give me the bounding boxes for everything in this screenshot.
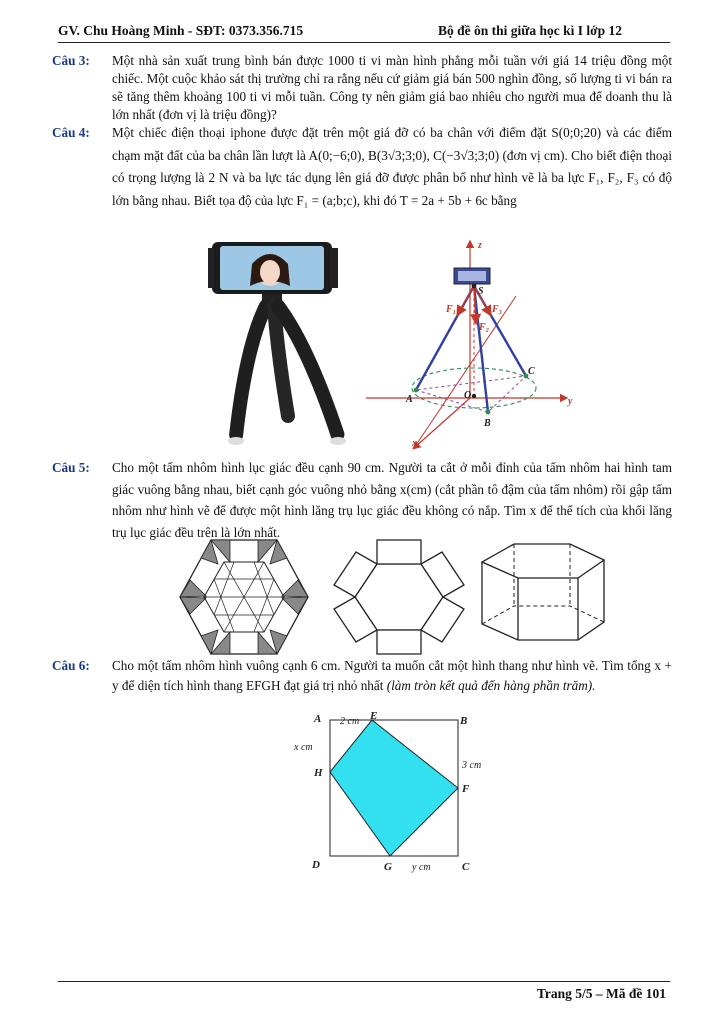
label-g: G	[384, 861, 392, 873]
question-label: Câu 3:	[52, 53, 90, 68]
point-s-label: S	[478, 286, 484, 297]
label-a: A	[314, 713, 322, 725]
phone-tripod-photo	[208, 236, 358, 450]
label-d: D	[312, 859, 320, 871]
question-4	[52, 122, 672, 212]
dim-bottom: y cm	[412, 862, 431, 873]
axis-y-label: y	[568, 396, 573, 407]
question-5	[52, 457, 672, 543]
hexagon-net	[330, 536, 468, 658]
question-note: (làm tròn kết quả đến hàng phần trăm).	[386, 678, 596, 693]
question-6	[52, 656, 672, 696]
point-a-label: A	[406, 394, 413, 405]
label-c: C	[462, 861, 470, 873]
force-f3-label: F₃	[492, 304, 503, 315]
header-author: GV. Chu Hoàng Minh - SĐT: 0373.356.715	[58, 23, 304, 38]
force-f2-label: F₂	[479, 322, 490, 333]
point-o-label: O	[464, 390, 472, 401]
label-f: F	[462, 783, 470, 795]
question-text: Một nhà sản xuất trung bình bán được 1000 ti vi màn hình phẳng mỗi tuần với giá 14 triệu đồng một chiếc. Một cuộc khảo sát thị trường chỉ ra rằng nếu cứ giảm giá bán 500 nghìn đồng, số lượng ti vi bán ra sẽ tăng thêm khoảng 100 ti vi mỗi tuần. Công ty nên giảm giá bao nhiêu cho người mua để doanh thu là lớn nhất (đơn vị là triệu đồng)?	[112, 53, 672, 122]
hexagonal-prism	[478, 540, 610, 658]
question-text	[112, 656, 672, 696]
force-f1-label: F₁	[446, 304, 457, 315]
dim-left: x cm	[294, 742, 313, 753]
hexagon-cut-pattern	[178, 538, 310, 656]
axis-x-label: x	[412, 438, 417, 449]
question-label: Câu 4:	[52, 125, 90, 140]
question-text-main: Cho một tấm nhôm hình vuông cạnh 6 cm. Người ta muốn cắt một hình thang như hình vẽ. Tìm tổng x + y để diện tích hình thang EFGH đạt giá trị nhỏ nhất	[112, 658, 672, 693]
point-b-label: B	[484, 418, 491, 429]
force-diagram	[366, 236, 588, 454]
header-title: Bộ đề ôn thi giữa học kì I lớp 12	[438, 23, 622, 38]
dim-top: 2 cm	[340, 716, 360, 727]
question-label: Câu 6:	[52, 658, 90, 673]
dim-right: 3 cm	[462, 760, 482, 771]
question-label: Câu 5:	[52, 460, 90, 475]
axis-z-label: z	[478, 240, 482, 251]
question-text: Cho một tấm nhôm hình lục giác đều cạnh 90 cm. Người ta cắt ở mỗi đỉnh của tấm nhôm hai hình tam giác vuông bằng nhau, biết cạnh góc vuông nhỏ bằng x(cm) (cắt phần tô đậm của tấm nhôm) rồi gập tấm nhôm như hình vẽ để được một hình lăng trụ lục giác đều không có nắp. Tìm x để thể tích của khối lăng trụ lục giác đều trên là lớn nhất.	[112, 460, 672, 540]
question-3	[52, 52, 672, 124]
footer-rule	[58, 981, 670, 982]
point-c-label: C	[528, 366, 535, 377]
square-trapezoid-figure	[290, 708, 500, 876]
label-b: B	[460, 715, 468, 727]
question-text: Một chiếc điện thoại iphone được đặt trên một giá đỡ có ba chân với điểm đặt S(0;0;20) và các điểm chạm mặt đất của ba chân lần lượt là A(0;−6;0), B(3√3;3;0), C(−3√3;3;0) (đơn vị cm). Cho biết điện thoại có trọng lượng là 2 N và ba lực tác dụng lên giá đỡ được phân bố như hình vẽ là ba lực F₁, F₂, F₃ có độ lớn bằng nhau. Biết tọa độ của lực F₁ = (a;b;c), khi đó T = 2a + 5b + 6c bằng	[112, 125, 672, 208]
page-header	[58, 22, 670, 43]
label-e: E	[370, 710, 378, 722]
page-footer: Trang 5/5 – Mã đề 101	[536, 986, 666, 1001]
label-h: H	[314, 767, 323, 779]
